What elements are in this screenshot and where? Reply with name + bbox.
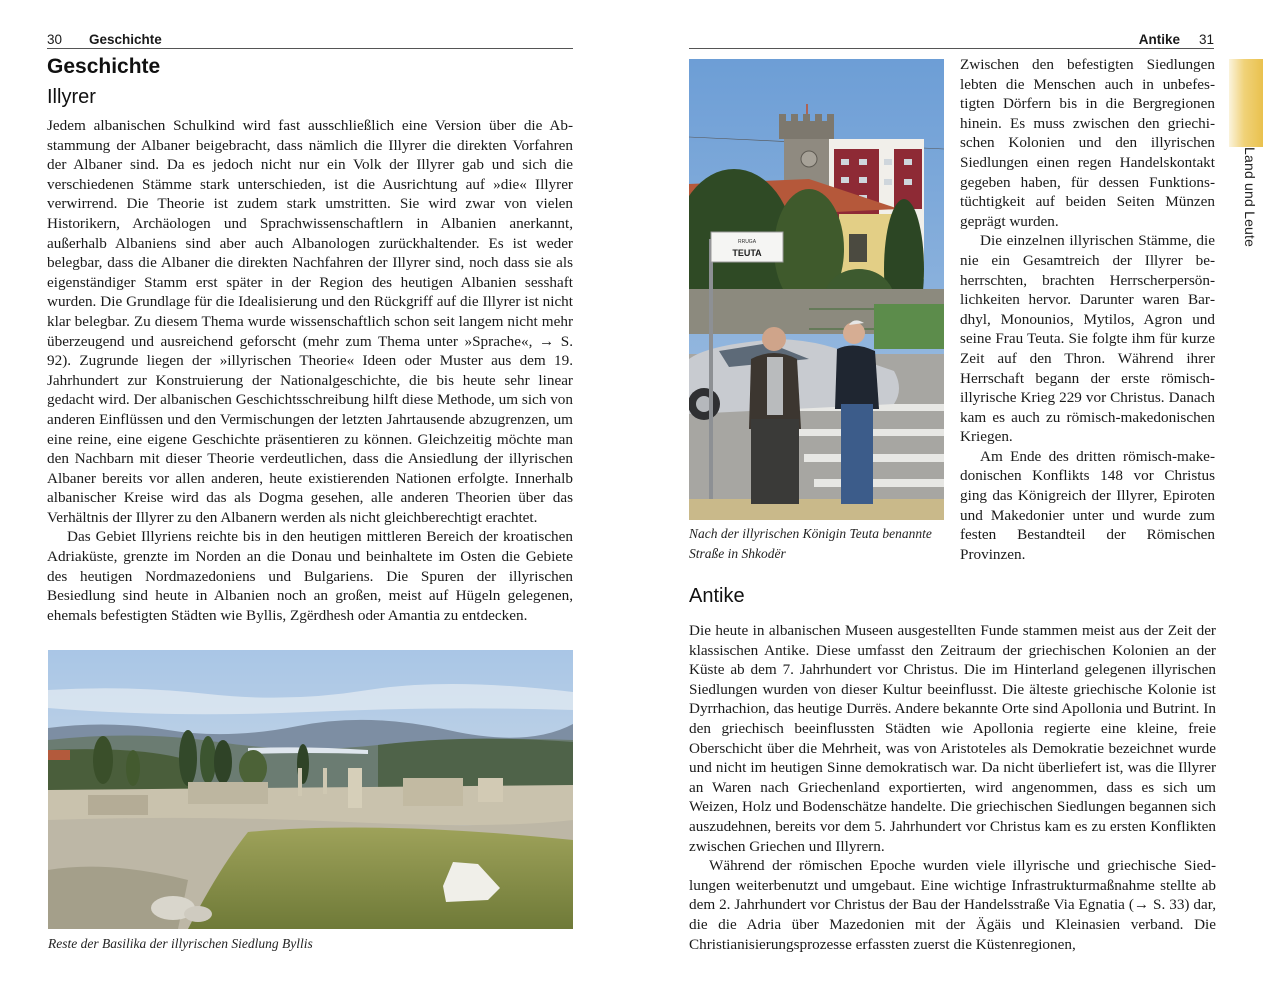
body-text-left [47, 116, 573, 625]
chapter-thumb-tab [1229, 59, 1263, 147]
section-title-illyrer: Illyrer [47, 86, 96, 108]
right-page [631, 0, 1263, 1000]
photo-caption-byllis: Reste der Basilika der illyrischen Siedlung Byllis [48, 936, 313, 951]
photo-teuta-street [689, 59, 944, 520]
body-text-right [689, 621, 1216, 954]
running-head-title: Antike [1138, 32, 1180, 47]
photo-caption-teuta: Nach der illyrischen Königin Teuta benannte Straße in Shkodër [689, 526, 932, 561]
paragraph: Am Ende des dritten römisch-makedonischen Konflikts 148 vor Christus ging das Königreich der Illyrer, Epiroten und Makedonier unter und wurde zum festen Bestandteil der Römischen Provinzen. [960, 447, 1215, 563]
body-text-right-column [960, 55, 1215, 564]
paragraph: Während der römischen Epoche wurden viele illyrische und griechische Siedlungen weiterbenutzt und umgebaut. Eine wichtige Infrastrukturmaßnahme stellte ab dem 2. Jahrhundert vor Christus der Bau der Handelsstraße Via Egnatia (→ S. 33) dar, die die Adria über Mazedonien mit der Ägäis und Kleinasien verband. Die Christianisierungsprozesse erfassten zuerst die Küstenregionen, [689, 857, 1216, 953]
street-sign-teuta: TEUTA [732, 248, 762, 258]
paragraph: Die heute in albanischen Museen ausgestellten Funde stammen meist aus der Zeit der klassischen Antike. Diese umfasst den Zeitraum der griechischen Kolonien an der Küste ab dem 7. Jahrhundert vor Christus. Die im Hinterland gelegenen illyrischen Siedlungen wurden von dieser Kultur beeinflusst. Die älteste griechische Kolonie ist Dyrrhachion, das heutige Durrës. Andere bekannte Orte sind Apollonia und Butrint. In den griechisch beeinflussten Städten wie Apollonia regierte eine kleine, freie Oberschicht über die Mehrheit, was von Aristoteles als Demokratie bezeichnet wurde und nicht im heutigen Sinne demokratisch war. Da nicht überliefert ist, was die Illyrer an Waren nach Griechenland exportierten, wird angenommen, dass es sich um Weizen, Holz und Bodenschätze handelte. Die griechischen Siedlungen begannen sich auszudehnen, bereits vor dem 5. Jahrhundert vor Christus kam es zu ersten Konflikten zwischen Griechen und Illyrern. [689, 622, 1216, 855]
chapter-thumb-label: Land und Leute [1242, 147, 1258, 248]
running-head-title: Geschichte [89, 32, 162, 47]
running-head-left [47, 31, 573, 49]
paragraph: Zwischen den befestigten Siedlungen lebten die Menschen auch in unbefestigten Dörfern bis in die Bergregionen hinein. Es muss zwischen den griechischen Kolonien und den illyrischen Siedlungen einen regen Handelskontakt gegeben haben, für dessen Funktionstüchtigkeit auf beiden Seiten Münzen geprägt wurden. [960, 56, 1215, 230]
paragraph: Jedem albanischen Schulkind wird fast ausschließlich eine Version über die Abstammung der Albaner beigebracht, dass nämlich die Illyrer die direkten Vorfahren der Albaner sind. Da es jedoch nicht nur ein Volk der Illyrer gab und sich die verschiedenen Stämme stark unterschieden, ist die Ausrichtung auf »die« Illyrer verwirrend. Die Theorie ist zudem stark umstritten. Sie wird zwar von vielen Historikern, Archäologen und Sprachwissenschaftlern in Albanien anerkannt, außerhalb Albaniens sind aber auch Albanologen zurückhaltender. Es ist weder belegbar, dass die Albaner die direkten Nachfahren der Illyrer sind, noch dass sie als eigenständiger Stamm erst später in der Region des heutigen Albanien sesshaft wurden. Die Grundlage für die Idealisierung und den Rückgriff auf die Illyrer ist nicht klar belegbar. Zu diesem Thema wurde wissenschaftlich schon seit langem nicht mehr überzeugend und ausreichend geforscht (mehr zum Thema unter »Sprache«, → S. 92). Zugrunde liegen der »illyrischen Theorie« Ideen oder Muster aus dem 19. Jahrhundert zur Konstruierung der Nationalgeschichte, die bis heute sehr linear gedacht wird. Der albanischen Geschichtsschreibung hilft diese Methode, um sich von anderen Einflüssen und den Vermischungen der letzten Jahrtausende abzugrenzen, um eine reine, eine eigene Geschichte präsentieren zu können. Gleichzeitig möchte man den Nachbarn mit dieser Theorie verdeutlichen, dass die Ansiedlung der illyrischen Albaner bereits vor allen anderen, heute existierenden Nationen erfolgte. Innerhalb albanischer Kreise wird das als Dogma gesehen, alle anderen Theorien über das Verhältnis der Illyrer zu den Albanern werden als nicht gleichberechtigt erachtet. [47, 117, 573, 526]
running-head-right [689, 31, 1214, 49]
section-title-antike: Antike [689, 585, 745, 607]
paragraph: Das Gebiet Illyriens reichte bis in den heutigen mittleren Bereich der kroatischen Adriaküste, grenzte im Norden an die Donau und beinhaltete im Osten die Gebiete des heutigen Nordmazedoniens und Bulgariens. Die Spuren der illyrischen Besiedlung sind heute in Albanien noch an großen, meist auf Hügeln gelegenen, ehemals befestigten Städten wie Byllis, Zgërdhesh oder Amantia zu entdecken. [47, 528, 573, 624]
photo-byllis-ruins [48, 650, 573, 929]
chapter-title: Geschichte [47, 55, 161, 78]
street-sign-small-text: RRUGA [737, 239, 757, 245]
page-number: 31 [1198, 32, 1214, 47]
paragraph: Die einzelnen illyrischen Stämme, die nie ein Gesamtreich der Illyrer beherrschten, brachten Herrscherpersönlichkeiten hervor. Darunter waren Bardhyl, Monounios, Mytilos, Agron und seine Frau Teuta. Sie folgte ihm für kurze Zeit auf den Thron. Während ihrer Herrschaft begann der erste römisch-illyrische Krieg 229 vor Christus. Danach kam es auch zu römisch-makedonischen Kriegen. [960, 232, 1215, 446]
page-number: 30 [47, 32, 63, 47]
left-page [0, 0, 631, 1000]
